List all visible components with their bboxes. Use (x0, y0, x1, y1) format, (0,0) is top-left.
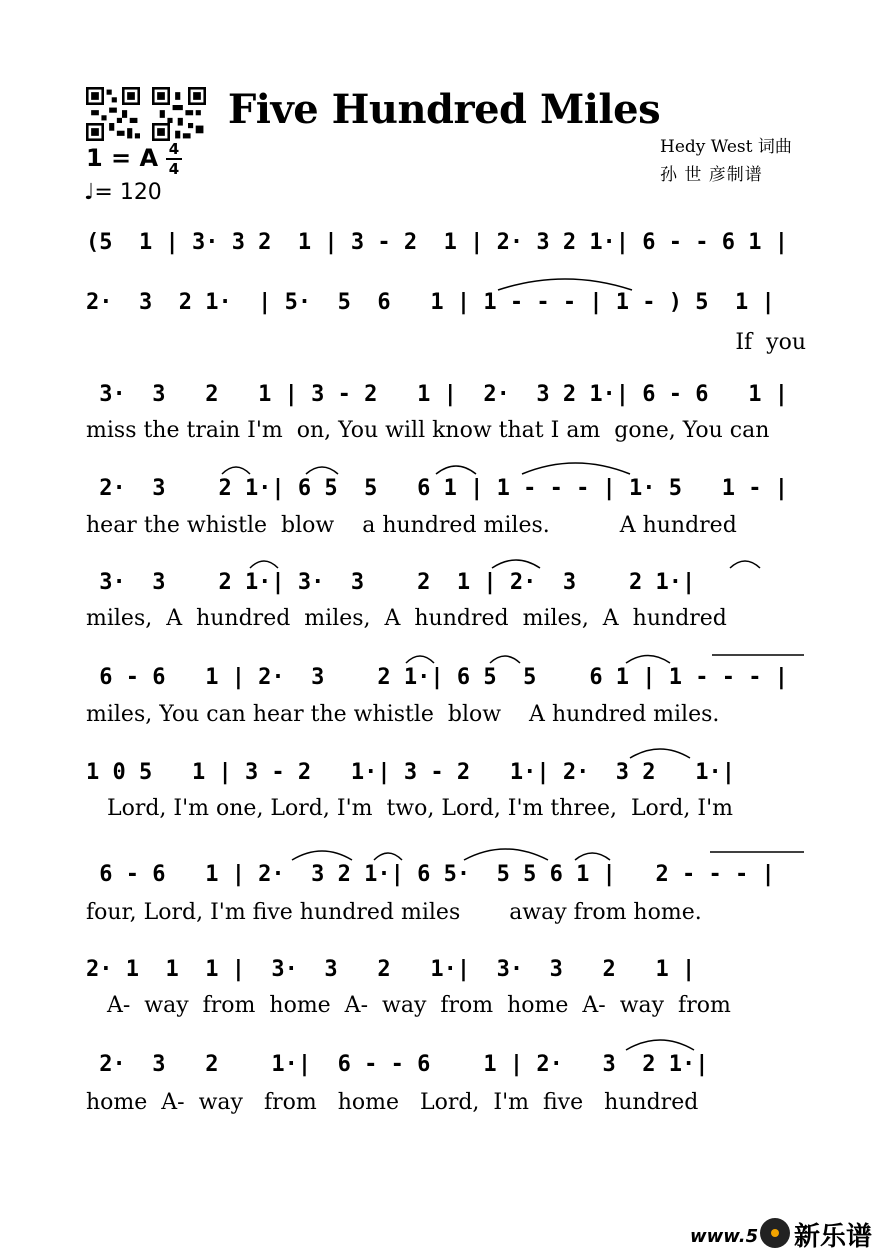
record-logo-icon (760, 1218, 790, 1248)
score-line-8-notes: 6 - 6 1 | 2· 3 2 1·| 6 5· 5 5 6 1 | 2 - - - | (86, 862, 775, 887)
score-line-5-lyric: miles, A hundred miles, A hundred miles, A hundred (86, 606, 727, 631)
slur-arc (306, 467, 338, 474)
key-signature: 1 = A (86, 144, 159, 172)
score-line-10-notes: 2· 3 2 1·| 6 - - 6 1 | 2· 3 2 1·| (86, 1052, 709, 1077)
score-line-9-lyric: A- way from home A- way from home A- way from (86, 993, 731, 1018)
slur-arc (406, 656, 434, 663)
score-line-3-notes: 3· 3 2 1 | 3 - 2 1 | 2· 3 2 1·| 6 - 6 1 | (86, 382, 788, 407)
slur-arc (492, 560, 540, 568)
slur-arc (575, 853, 610, 860)
score-line-6-notes: 6 - 6 1 | 2· 3 2 1·| 6 5 5 6 1 | 1 - - - | (86, 665, 788, 690)
time-signature-bottom: 4 (168, 160, 180, 178)
slur-arc (626, 1040, 694, 1050)
score-line-7-lyric: Lord, I'm one, Lord, I'm two, Lord, I'm three, Lord, I'm (86, 796, 733, 821)
score-line-1-notes: (5 1 | 3· 3 2 1 | 3 - 2 1 | 2· 3 2 1·| 6 - - 6 1 | (86, 230, 788, 255)
footer-site: www.5 (690, 1226, 759, 1247)
composer-credit: Hedy West 词曲 (660, 137, 792, 157)
score-line-3-lyric: miss the train I'm on, You will know that I am gone, You can (86, 418, 770, 443)
slur-arc (522, 463, 630, 474)
arranger-credit: 孙 世 彦制谱 (660, 165, 763, 185)
score-line-10-lyric: home A- way from home Lord, I'm five hundred (86, 1090, 699, 1115)
slur-arc (498, 279, 632, 290)
slur-arc (464, 849, 548, 860)
slur-arc (292, 851, 352, 860)
score-line-4-lyric: hear the whistle blow a hundred miles. A hundred (86, 513, 737, 538)
slur-arc (222, 467, 250, 474)
quarter-note-icon: ♩ (84, 180, 95, 205)
score-line-7-notes: 1 0 5 1 | 3 - 2 1·| 3 - 2 1·| 2· 3 2 1·| (86, 760, 736, 785)
score-line-2-lyric: If you (735, 330, 806, 355)
slur-arc (250, 561, 278, 568)
score-line-5-notes: 3· 3 2 1·| 3· 3 2 1 | 2· 3 2 1·| (86, 570, 696, 595)
slur-arc (730, 561, 760, 568)
slur-arc (626, 656, 670, 664)
tempo-value: = 120 (94, 180, 162, 205)
slur-arc (436, 466, 476, 474)
slur-arc (490, 656, 520, 663)
score-line-2-notes: 2· 3 2 1· | 5· 5 6 1 | 1 - - - | 1 - ) 5 1 | (86, 290, 775, 315)
footer-logo: 新乐谱 (794, 1222, 873, 1252)
score-line-8-lyric: four, Lord, I'm five hundred miles away from home. (86, 900, 702, 925)
score-line-9-notes: 2· 1 1 1 | 3· 3 2 1·| 3· 3 2 1 | (86, 957, 696, 982)
slur-arc (374, 853, 402, 860)
time-signature-top: 4 (168, 140, 180, 158)
score-line-6-lyric: miles, You can hear the whistle blow A hundred miles. (86, 702, 720, 727)
song-title: Five Hundred Miles (227, 86, 661, 133)
slur-arc (630, 749, 690, 758)
score-line-4-notes: 2· 3 2 1·| 6 5 5 6 1 | 1 - - - | 1· 5 1 - | (86, 476, 788, 501)
